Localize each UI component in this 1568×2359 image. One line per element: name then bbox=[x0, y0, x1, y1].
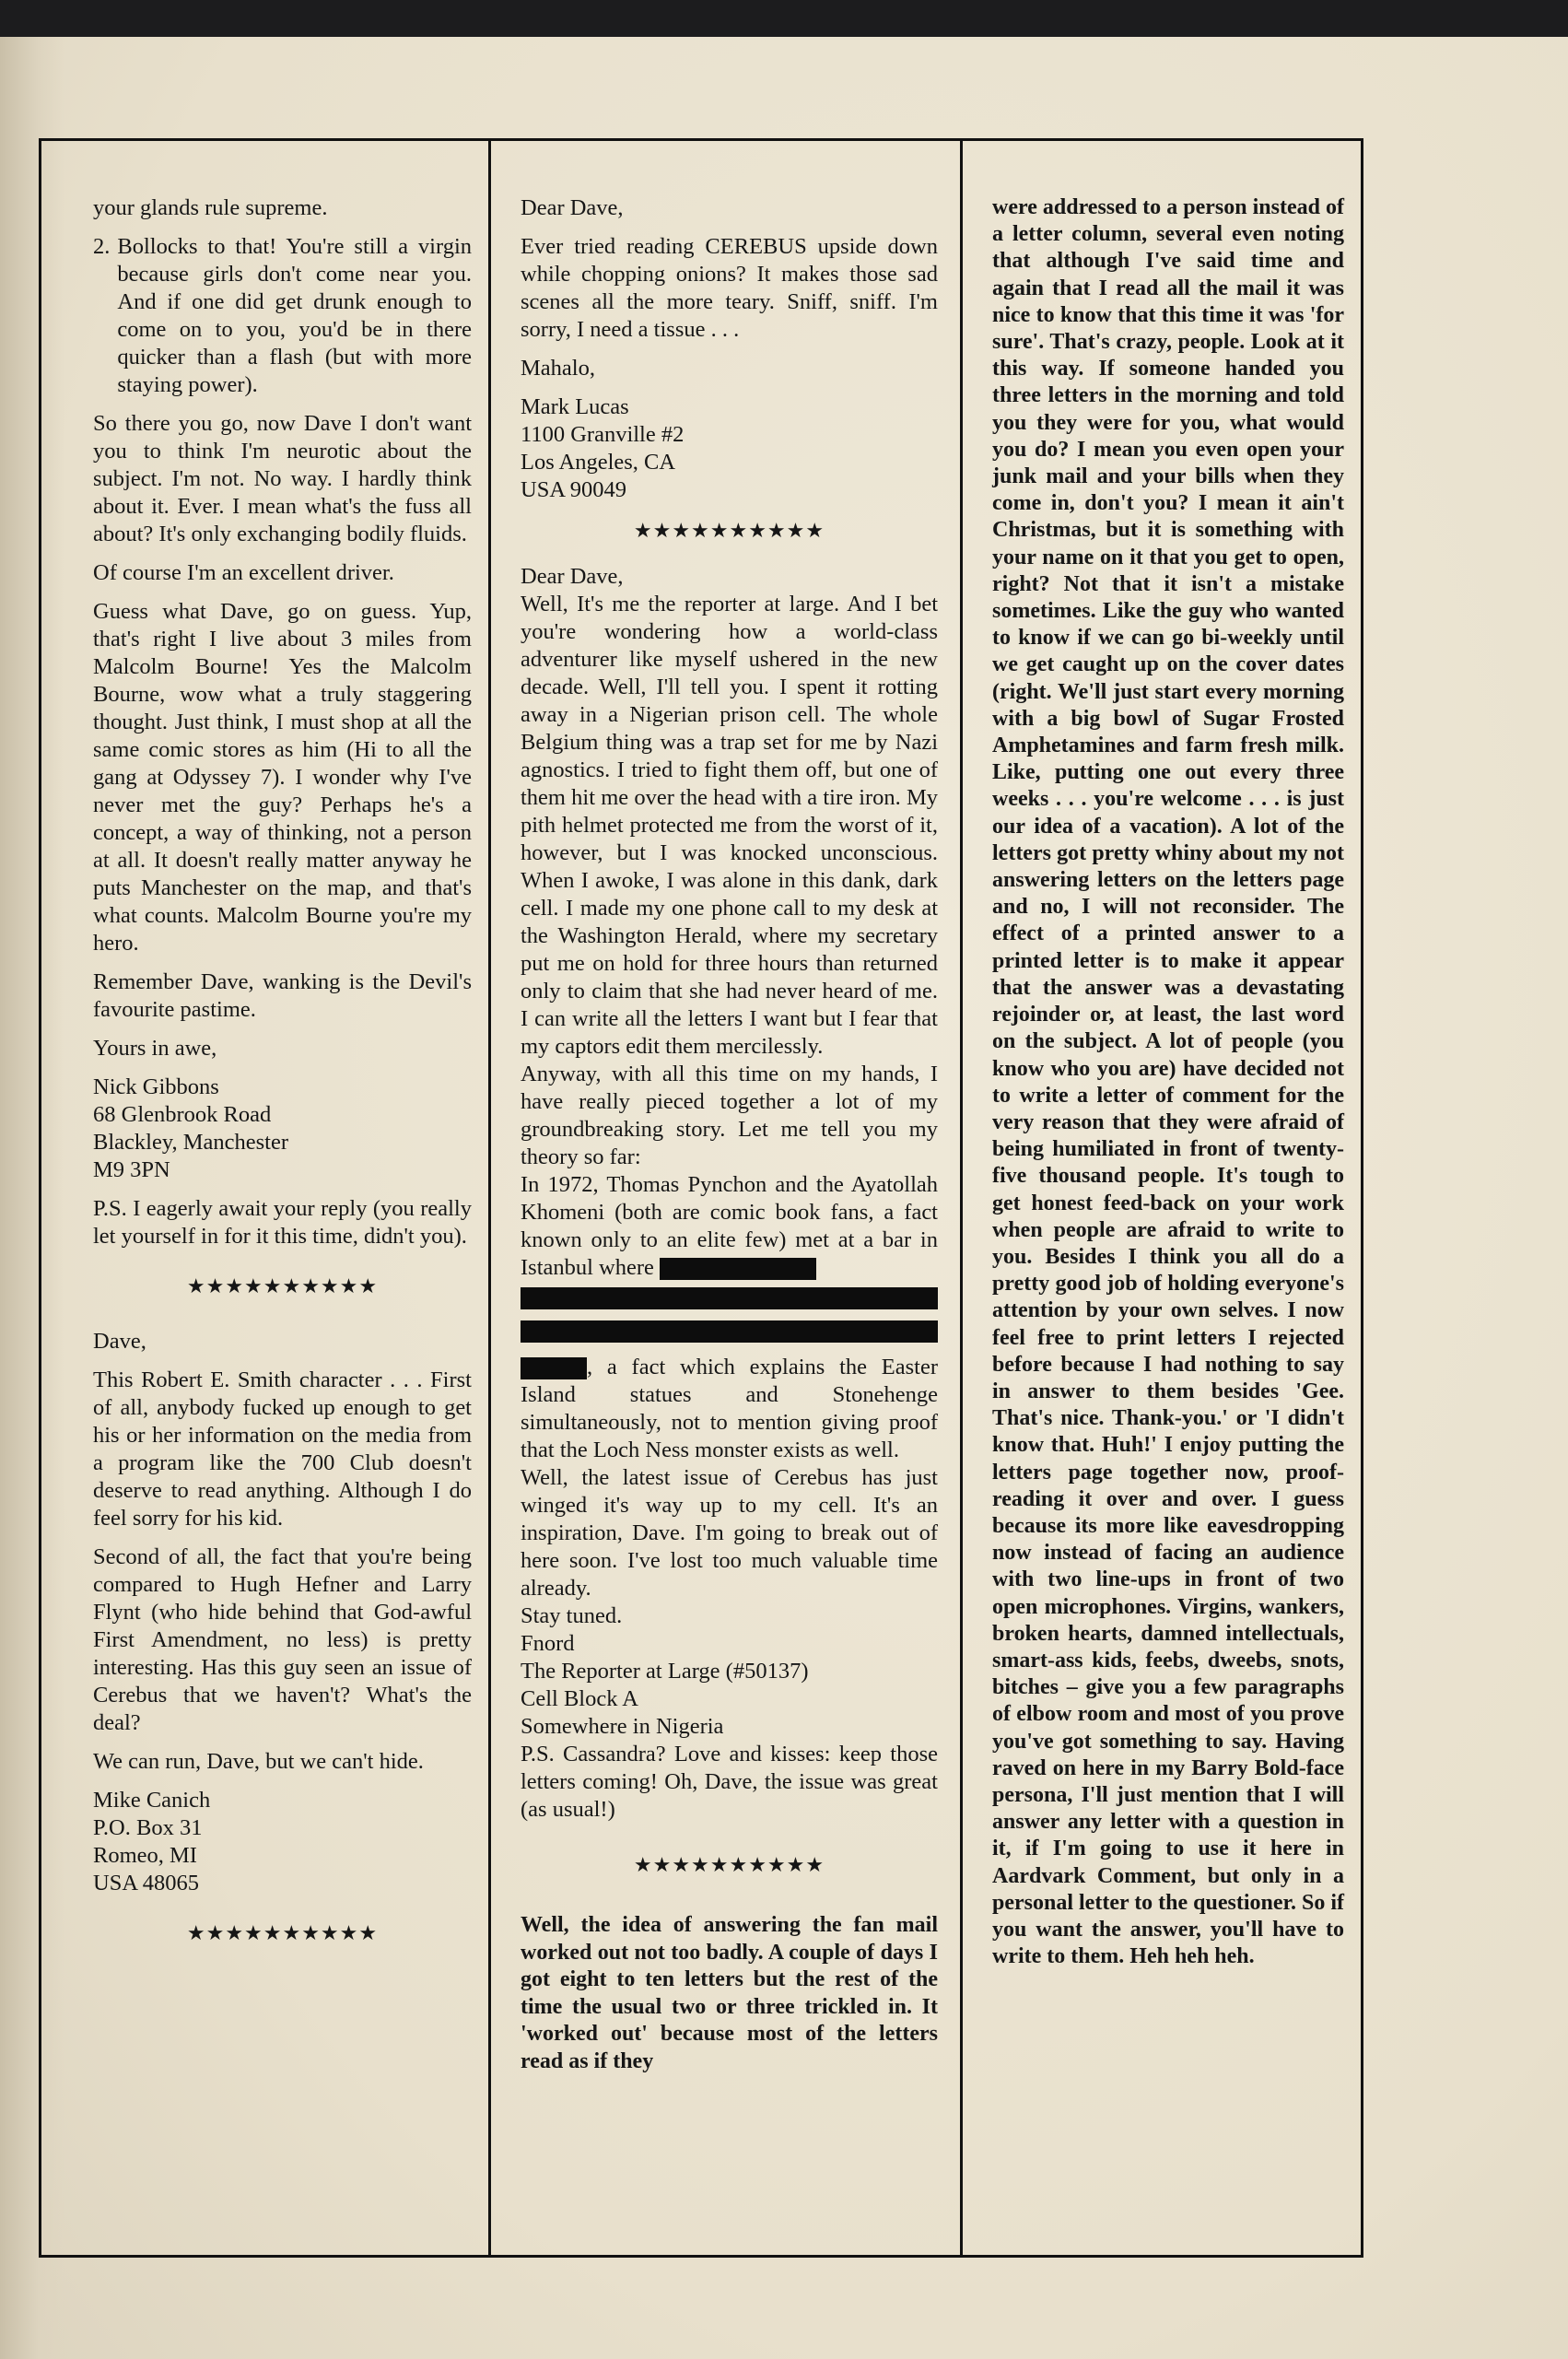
letters-column-2 bbox=[491, 141, 963, 2255]
letters-column-1 bbox=[41, 141, 491, 2255]
address-line: M9 3PN bbox=[93, 1157, 170, 1182]
star-divider: ★★★★★★★★★★ bbox=[633, 1853, 825, 1876]
star-divider: ★★★★★★★★★★ bbox=[186, 1921, 379, 1944]
letter-paragraph: Well, It's me the reporter at large. And I bet you're wondering how a world-class adventurer like myself ushered in the new decade. Well, I'll tell you. I spent it rotting away in a Nigerian prison cell. The whole Belgium thing was a trap set for me by Nazi agnostics. I tried to fight them off, but one of them hit me over the head with a tire iron. My pith helmet protected me from the worst of it, however, but I was knocked unconscious. When I awoke, I was alone in this dank, dark cell. I made my one phone call to my desk at the Washington Herald, where my secretary put me on hold for three hours than returned only to claim that she had never heard of me. I can write all the letters I want but I fear that my captors edit them mercilessly. bbox=[521, 592, 938, 1059]
letters-page-frame bbox=[39, 138, 1363, 2258]
letter-paragraph bbox=[521, 1354, 938, 1464]
letter-paragraph: Remember Dave, wanking is the Devil's favourite pastime. bbox=[93, 969, 472, 1022]
redaction-bar bbox=[521, 1357, 587, 1379]
address-line: Nick Gibbons bbox=[93, 1074, 219, 1099]
magazine-page bbox=[0, 37, 1568, 2359]
signoff-line: Fnord bbox=[521, 1631, 575, 1656]
address-line: P.O. Box 31 bbox=[93, 1815, 203, 1840]
editor-reply-start: Well, the idea of answering the fan mail worked out not too badly. A couple of days I got eight to ten letters but the rest of the time the usual two or three trickled in. It 'worked out' because most of the letters read as if they bbox=[521, 1913, 938, 2073]
address-line: Romeo, MI bbox=[93, 1843, 197, 1868]
address-line: 68 Glenbrook Road bbox=[93, 1102, 272, 1127]
sender-signoff bbox=[521, 1602, 938, 1741]
letter-paragraph: Guess what Dave, go on guess. Yup, that's right I live about 3 miles from Malcolm Bourne! Yes the Malcolm Bourne, wow what a truly staggering thought. Just think, I must shop at all the same comic stores as him (Hi to all the gang at Odyssey 7). I wonder why I've never met the guy? Perhaps he's a concept, a way of thinking, not a person at all. It doesn't really matter anyway he puts Manchester on the map, and that's what counts. Malcolm Bourne you're my hero. bbox=[93, 599, 472, 956]
signoff-line: Stay tuned. bbox=[521, 1603, 623, 1628]
editor-reply-column bbox=[963, 141, 1361, 2255]
letter-paragraph: This Robert E. Smith character . . . First of all, anybody fucked up enough to get his or her information on the media from a program like the 700 Club doesn't deserve to read anything. Although I do feel sorry for his kid. bbox=[93, 1367, 472, 1531]
letter-postscript: P.S. Cassandra? Love and kisses: keep those letters coming! Oh, Dave, the issue was great (as usual!) bbox=[521, 1742, 938, 1822]
sender-address bbox=[93, 1074, 472, 1184]
point-number: 2. bbox=[93, 234, 111, 259]
signoff-line: Somewhere in Nigeria bbox=[521, 1714, 724, 1739]
redaction-bar bbox=[660, 1258, 816, 1280]
address-line: Mark Lucas bbox=[521, 394, 629, 419]
address-line: USA 48065 bbox=[93, 1871, 200, 1895]
numbered-point bbox=[93, 233, 472, 399]
letter-paragraph: Well, the latest issue of Cerebus has just winged it's way up to my cell. It's an inspiration, Dave. I'm going to break out of here soon. I've lost too much valuable time already. bbox=[521, 1465, 938, 1601]
paragraph-text: In 1972, Thomas Pynchon and the Ayatollah Khomeni (both are comic book fans, a fact known only to an elite few) met at a bar in Istanbul where bbox=[521, 1172, 938, 1280]
redaction-bar bbox=[521, 1287, 938, 1309]
address-line: Mike Canich bbox=[93, 1788, 211, 1813]
letter-paragraph bbox=[521, 1171, 938, 1282]
letter-paragraph: your glands rule supreme. bbox=[93, 195, 328, 220]
address-line: Blackley, Manchester bbox=[93, 1130, 289, 1155]
letter-salutation: Dear Dave, bbox=[521, 195, 624, 220]
letter-paragraph: Bollocks to that! You're still a virgin because girls don't come near you. And if one did get drunk enough to come on to you, you'd be in there quicker than a flash (but with more staying power). bbox=[117, 234, 472, 397]
star-divider: ★★★★★★★★★★ bbox=[186, 1274, 379, 1297]
star-divider: ★★★★★★★★★★ bbox=[633, 519, 825, 542]
letter-salutation: Dear Dave, bbox=[521, 564, 624, 589]
letter-paragraph: Anyway, with all this time on my hands, I have really pieced together a lot of my groundbreaking story. Let me tell you my theory so far: bbox=[521, 1062, 938, 1169]
signoff-line: The Reporter at Large (#50137) bbox=[521, 1659, 809, 1684]
letter-postscript: P.S. I eagerly await your reply (you really let yourself in for it this time, didn't you). bbox=[93, 1196, 472, 1249]
signoff-line: Cell Block A bbox=[521, 1686, 638, 1711]
letter-paragraph: Second of all, the fact that you're being compared to Hugh Hefner and Larry Flynt (who hide behind that God-awful First Amendment, no less) is pretty interesting. Has this guy seen an issue of Cerebus that we haven't? What's the deal? bbox=[93, 1544, 472, 1735]
letter-salutation: Dave, bbox=[93, 1329, 146, 1354]
address-line: USA 90049 bbox=[521, 477, 627, 502]
address-line: Los Angeles, CA bbox=[521, 450, 676, 475]
letter-paragraph: Of course I'm an excellent driver. bbox=[93, 560, 394, 585]
letter-paragraph: So there you go, now Dave I don't want you to think I'm neurotic about the subject. I'm not. No way. I hardly think about it. Ever. I mean what's the fuss all about? It's only exchanging bodily fluids. bbox=[93, 411, 472, 546]
redaction-bar bbox=[521, 1320, 938, 1343]
sender-address bbox=[521, 393, 938, 504]
sender-address bbox=[93, 1787, 472, 1897]
letter-closing: Yours in awe, bbox=[93, 1036, 217, 1061]
letter-paragraph: Ever tried reading CEREBUS upside down while chopping onions? It makes those sad scenes all the more teary. Sniff, sniff. I'm sorry, I need a tissue . . . bbox=[521, 234, 938, 342]
address-line: 1100 Granville #2 bbox=[521, 422, 685, 447]
editor-reply-continued: were addressed to a person instead of a letter column, several even noting that although I've said time and again that I read all the mail it was nice to know that this time it was 'for sure'. That's crazy, people. Look at it this way. If someone handed you three letters in the morning and told you they were for you, what would you do? I mean you even open your junk mail and your bills when they come in, don't you? I mean it ain't Christmas, but it is something with your name on it that you get to open, right? Not that it isn't a mistake sometimes. Like the guy who wanted to know if we can go bi-weekly until we get caught up on the cover dates (right. We'll just start every morning with a big bowl of Sugar Frosted Amphetamines and farm fresh milk. Like, putting one out every three weeks . . . you're welcome . . . is just our idea of a vacation). A lot of the letters got pretty whiny about my not answering letters on the letters page and no, I will not reconsider. The effect of a printed answer to a printed letter is to make it appear that the answer was a devastating rejoinder or, at least, the last word on the subject. A lot of people (you know who you are) have decided not to write a letter of comment for the very reason that they were afraid of being humiliated in front of twenty-five thousand people. It's tough to get honest feed-back on your work when people are afraid to write to you. Besides I think you all do a pretty good job of holding everyone's attention by your own selves. I now feel free to print letters I rejected before because I had nothing to say in answer to them besides 'Gee. That's nice. Thank-you.' or 'I didn't know that. Huh!' I enjoy putting the letters page together now, proof-reading it over and over. I guess because its more like eavesdropping now instead of facing an audience with two line-ups in front of two open microphones. Virgins, wankers, broken hearts, damned intellectuals, smart-ass kids, feebs, dweebs, snots, bitches – give you a few paragraphs of elbow room and most of you prove you've got something to say. Having raved on here in my Barry Bold-face persona, I'll just mention that I will answer any letter with a question in it, if I'm going to use it here in Aardvark Comment, but only in a personal letter to the questioner. So if you want the answer, you'll have to write to them. Heh heh heh. bbox=[992, 195, 1344, 1969]
letter-closing: Mahalo, bbox=[521, 356, 595, 381]
letter-paragraph: We can run, Dave, but we can't hide. bbox=[93, 1749, 424, 1774]
paragraph-text: , a fact which explains the Easter Island statues and Stonehenge simultaneously, not to mention giving proof that the Loch Ness monster exists as well. bbox=[521, 1355, 938, 1462]
